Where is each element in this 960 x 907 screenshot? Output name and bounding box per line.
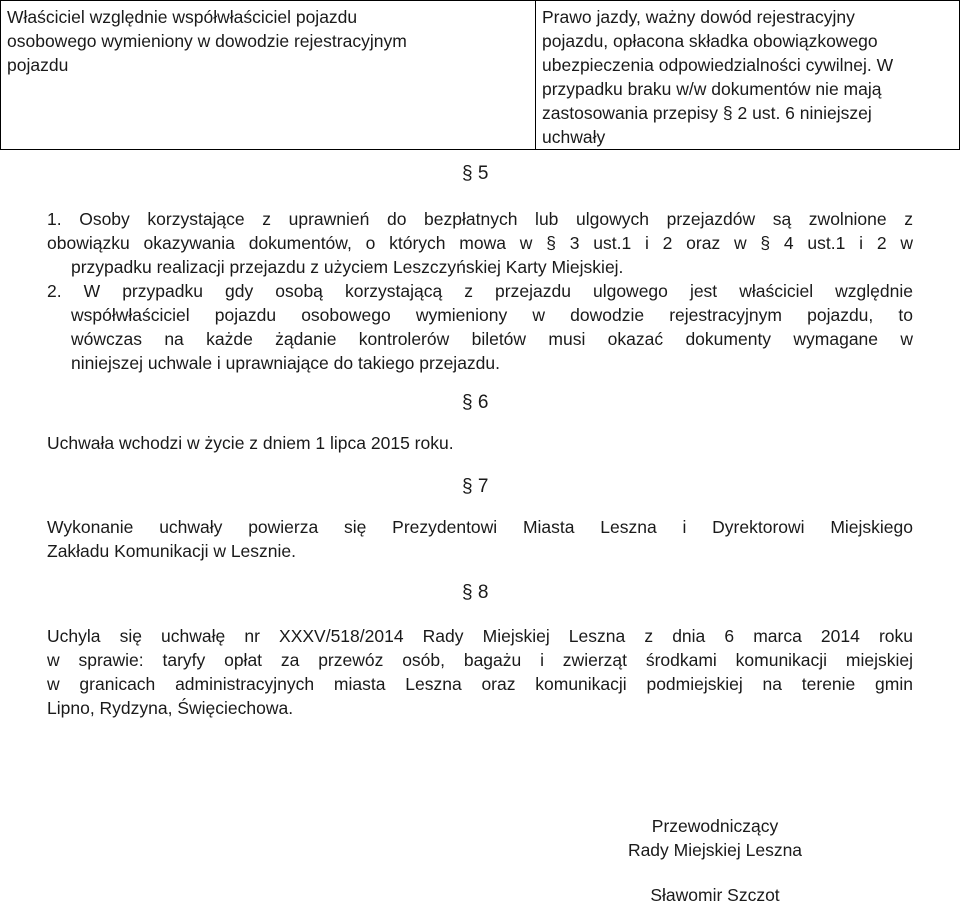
paragraph-line: wówczas na każde żądanie kontrolerów biletów musi okazać dokumenty wymagane w <box>71 329 913 349</box>
section-7-heading: § 7 <box>462 476 489 497</box>
paragraph-line: Zakładu Komunikacji w Lesznie. <box>47 541 297 561</box>
signature-council: Rady Miejskiej Leszna <box>627 840 803 860</box>
cell-line: Właściciel względnie współwłaściciel pojazdu <box>7 7 358 27</box>
table-row <box>1 1 960 150</box>
section-6-text: Uchwała wchodzi w życie z dniem 1 lipca 2015 roku. <box>47 433 454 453</box>
paragraph-line: Wykonanie uchwały powierza się Prezydentowi Miasta Leszna i Dyrektorowi Miejskiego <box>47 517 913 537</box>
cell-line: pojazdu <box>7 55 69 75</box>
paragraph-line: w granicach administracyjnych miasta Leszna oraz komunikacji podmiejskiej na terenie gmin <box>47 674 913 694</box>
paragraph-line: 2. W przypadku gdy osobą korzystającą z przejazdu ulgowego jest właściciel względnie <box>47 281 913 301</box>
section-8-heading: § 8 <box>462 582 489 603</box>
cell-line: pojazdu, opłacona składka obowiązkowego <box>542 31 878 51</box>
cell-line: zastosowania przepisy § 2 ust. 6 niniejszej <box>542 103 872 123</box>
paragraph-line: Uchyla się uchwałę nr XXXV/518/2014 Rady Miejskiej Leszna z dnia 6 marca 2014 roku <box>47 626 913 646</box>
paragraph-line: niniejszej uchwale i uprawniające do takiego przejazdu. <box>71 353 501 373</box>
paragraph-line: 1. Osoby korzystające z uprawnień do bezpłatnych lub ulgowych przejazdów są zwolnione z <box>47 209 913 229</box>
paragraph-line: współwłaściciel pojazdu osobowego wymieniony w dowodzie rejestracyjnym pojazdu, to <box>71 305 913 325</box>
section-8-text <box>47 624 913 720</box>
paragraph-line: przypadku realizacji przejazdu z użyciem Leszczyńskiej Karty Miejskiej. <box>71 257 624 277</box>
cell-line: osobowego wymieniony w dowodzie rejestracyjnym <box>7 31 407 51</box>
cell-line: Prawo jazdy, ważny dowód rejestracyjny <box>542 7 855 27</box>
section-5-paragraph-2 <box>47 279 913 375</box>
section-5-heading: § 5 <box>462 163 489 184</box>
section-7-text <box>47 515 913 563</box>
cell-line: przypadku braku w/w dokumentów nie mają <box>542 79 882 99</box>
cell-line: uchwały <box>542 127 606 147</box>
paragraph-line: obowiązku okazywania dokumentów, o których mowa w § 3 ust.1 i 2 oraz w § 4 ust.1 i 2 w <box>47 233 913 253</box>
cell-line: ubezpieczenia odpowiedzialności cywilnej. W <box>542 55 894 75</box>
table-cell-required-documents <box>536 1 960 150</box>
section-6-heading: § 6 <box>462 392 489 413</box>
signature-name: Sławomir Szczot <box>650 885 780 905</box>
signature-block <box>610 814 820 862</box>
paragraph-line: w sprawie: taryfy opłat za przewóz osób, bagażu i zwierząt środkami komunikacji miejskiej <box>47 650 913 670</box>
signature-title: Przewodniczący <box>651 816 779 836</box>
section-5-paragraph-1 <box>47 207 913 279</box>
paragraph-line: Lipno, Rydzyna, Święciechowa. <box>47 698 294 718</box>
table-cell-entitled-person <box>1 1 536 150</box>
documents-table <box>0 0 960 150</box>
